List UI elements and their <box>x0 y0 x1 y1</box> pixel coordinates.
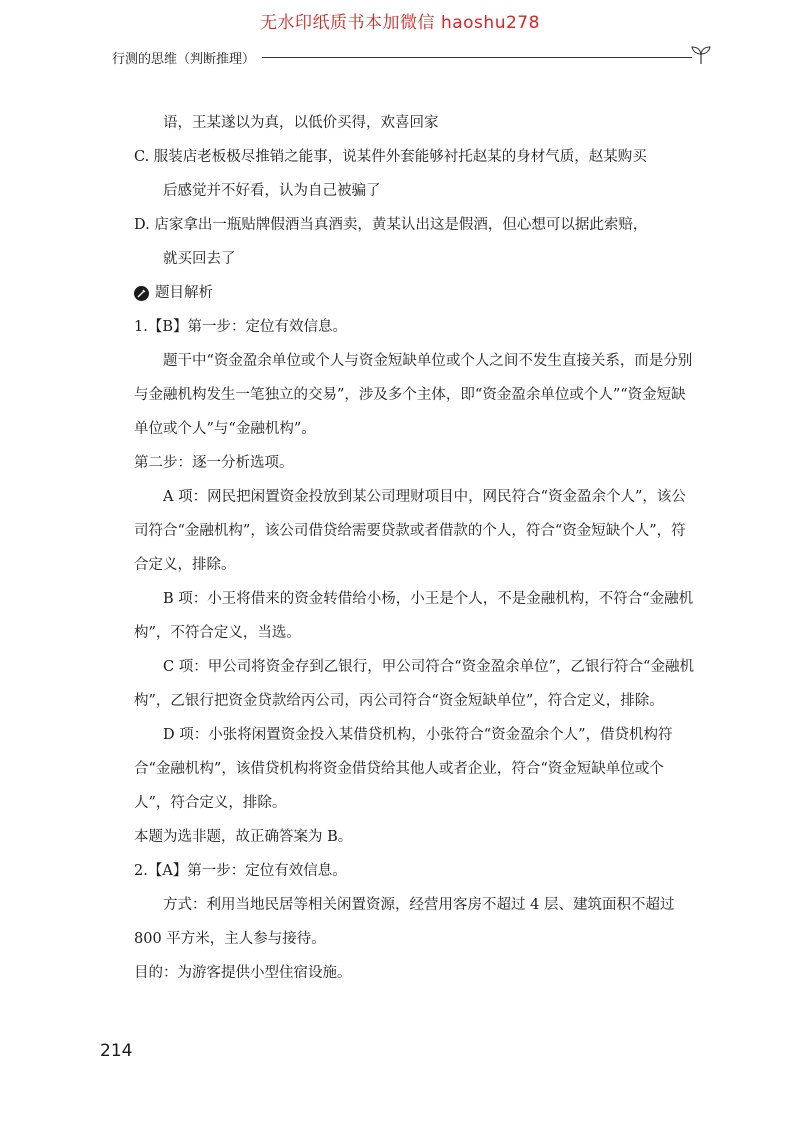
page-number: 214 <box>100 1041 133 1061</box>
q1-step2: 第二步：逐一分析选项。 <box>134 455 294 471</box>
section-heading <box>134 276 700 310</box>
q1-option-a-analysis: A 项：网民把闲置资金投放到某公司理财项目中，网民符合“资金盈余个人”，该公司符合“金融机构”，该公司借贷给需要贷款或者借款的个人，符合“资金短缺个人”，符合定义，排除。 <box>134 489 686 573</box>
option-c-line2: 后感觉并不好看，认为自己被骗了 <box>163 183 381 199</box>
section-title: 题目解析 <box>155 285 213 301</box>
header-rule <box>262 57 692 58</box>
q1-option-d-analysis: D 项：小张将闲置资金投入某借贷机构，小张符合“资金盈余个人”，借贷机构符合“金融机构”，该借贷机构将资金借贷给其他人或者企业，符合“资金短缺单位或个人”，符合定义，排除。 <box>134 727 673 811</box>
q2-purpose: 目的：为游客提供小型住宿设施。 <box>134 965 352 981</box>
option-d-line1: D. 店家拿出一瓶贴牌假酒当真酒卖，黄某认出这是假酒，但心想可以据此索赔， <box>134 217 648 233</box>
option-c-line1: C. 服装店老板极尽推销之能事，说某件外套能够衬托赵某的身材气质，赵某购买 <box>134 149 647 165</box>
watermark-text: 无水印纸质书本加微信 haoshu278 <box>260 13 540 33</box>
q1-option-c-analysis: C 项：甲公司将资金存到乙银行，甲公司符合“资金盈余单位”，乙银行符合“金融机构”，乙银行把资金贷款给丙公司，丙公司符合“资金短缺单位”，符合定义，排除。 <box>134 659 694 709</box>
running-header <box>112 44 712 68</box>
pen-badge-icon <box>134 286 149 301</box>
q1-step1: 1.【B】第一步：定位有效信息。 <box>134 319 347 335</box>
q1-answer: 本题为选非题，故正确答案为 B。 <box>134 829 353 845</box>
sprout-icon <box>690 44 712 70</box>
option-b-tail: 语，王某遂以为真，以低价买得，欢喜回家 <box>163 115 439 131</box>
page-body <box>134 106 700 990</box>
running-title: 行测的思维（判断推理） <box>112 48 261 67</box>
q2-method: 方式：利用当地民居等相关闲置资源，经营用客房不超过 4 层、建筑面积不超过 800 平方米，主人参与接待。 <box>134 897 675 947</box>
q2-step1: 2.【A】第一步：定位有效信息。 <box>134 863 347 879</box>
q1-option-b-analysis: B 项：小王将借来的资金转借给小杨，小王是个人，不是金融机构，不符合“金融机构”，不符合定义，当选。 <box>134 591 694 641</box>
option-d-line2: 就买回去了 <box>163 251 236 267</box>
q1-analysis-paragraph: 题干中“资金盈余单位或个人与资金短缺单位或个人之间不发生直接关系，而是分别与金融机构发生一笔独立的交易”，涉及多个主体，即“资金盈余单位或个人”“资金短缺单位或个人”与“金融机构”。 <box>134 353 693 437</box>
